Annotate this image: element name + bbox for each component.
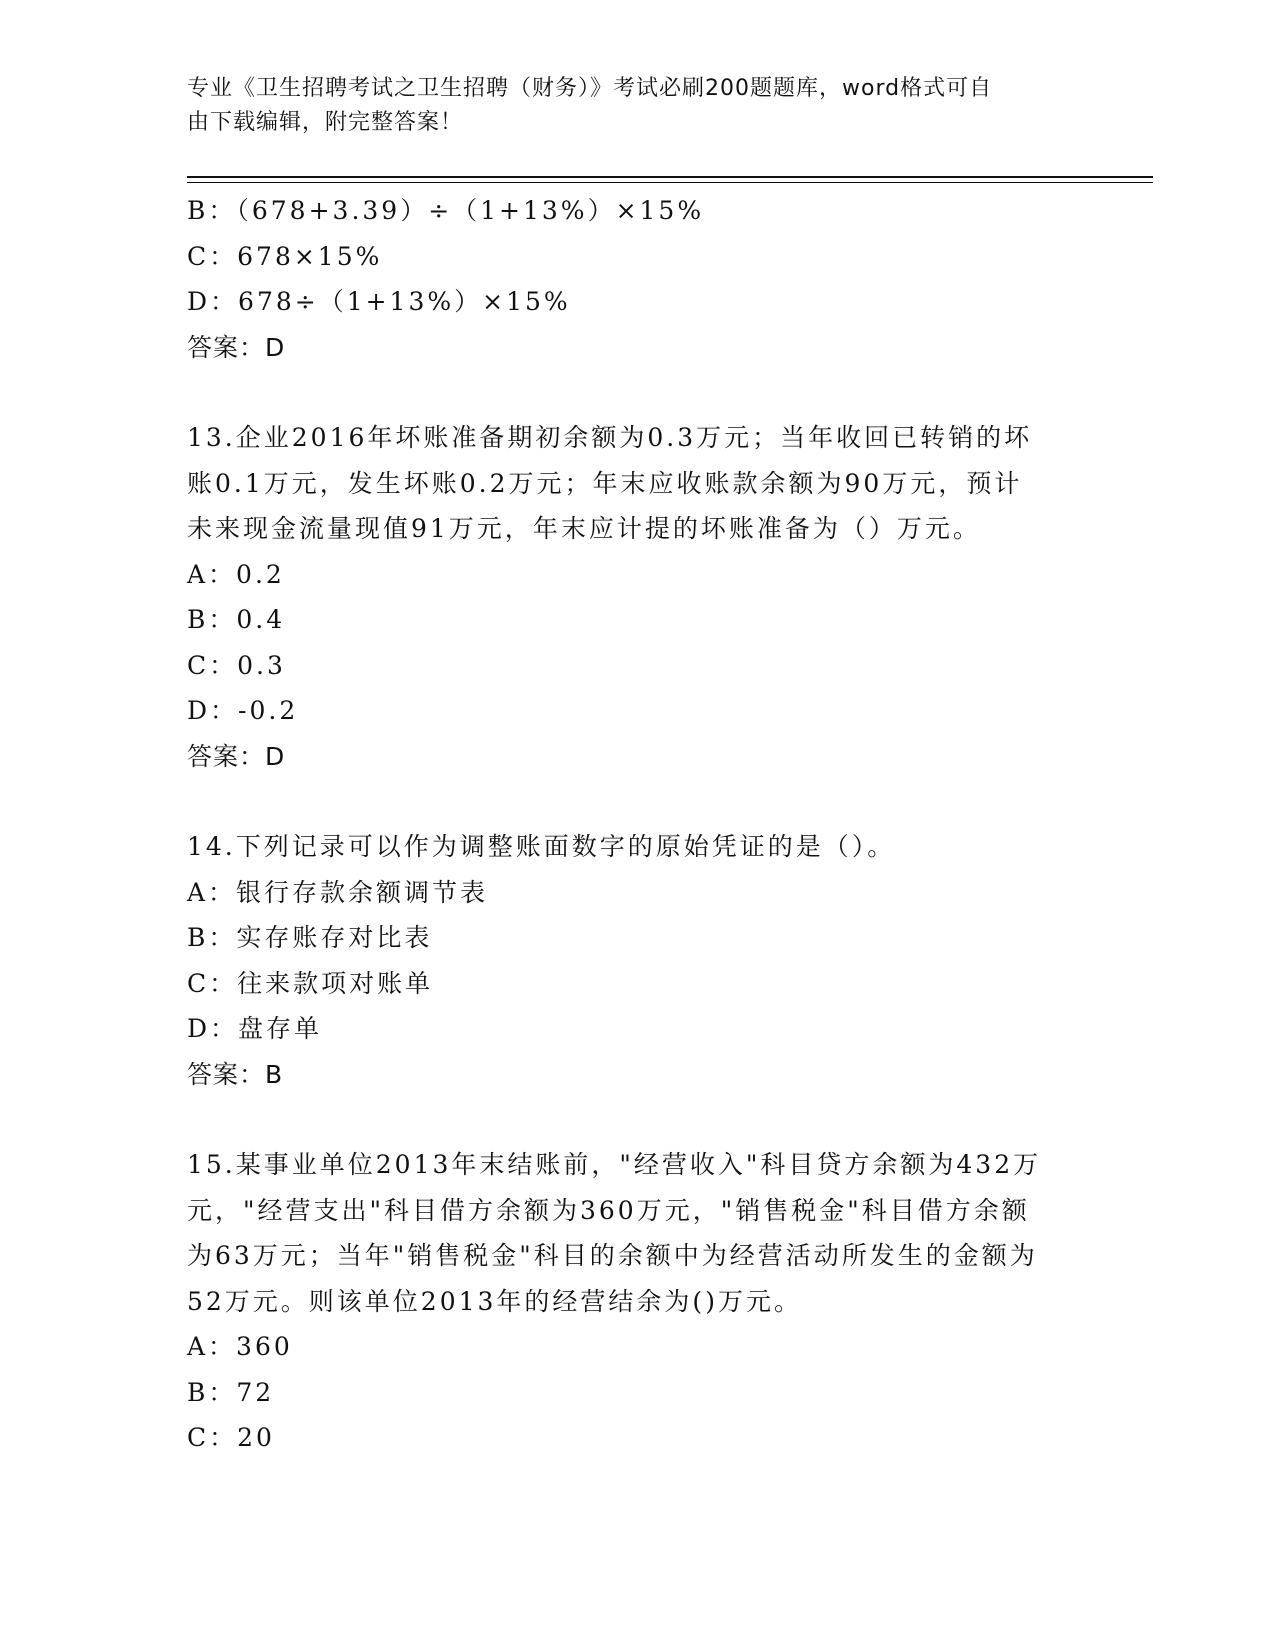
option-d: D：678÷（1+13%）×15% xyxy=(187,287,571,316)
header-rule-thick xyxy=(187,176,1153,178)
header-line-1: 专业《卫生招聘考试之卫生招聘（财务）》考试必刷200题题库，word格式可自 xyxy=(187,76,993,101)
option-d: D：盘存单 xyxy=(187,1014,323,1043)
question-text: 52万元。则该单位2013年的经营结余为()万元。 xyxy=(187,1286,802,1316)
option-c: C：0.3 xyxy=(187,650,286,680)
question-text: 元，"经营支出"科目借方余额为360万元，"销售税金"科目借方余额 xyxy=(187,1195,1030,1225)
answer: 答案：D xyxy=(187,741,286,771)
question-text: 14.下列记录可以作为调整账面数字的原始凭证的是（）。 xyxy=(187,832,896,861)
question-13 xyxy=(187,415,1087,779)
question-text: 未来现金流量现值91万元，年末应计提的坏账准备为（）万元。 xyxy=(187,514,981,543)
question-text: 为63万元；当年"销售税金"科目的余额中为经营活动所发生的金额为 xyxy=(187,1241,1038,1270)
option-a: A：0.2 xyxy=(187,559,285,589)
option-c: C：往来款项对账单 xyxy=(187,968,434,998)
option-d: D：-0.2 xyxy=(187,696,299,725)
option-b: B：72 xyxy=(187,1377,275,1407)
answer: 答案：B xyxy=(187,1059,284,1089)
option-c: C：20 xyxy=(187,1423,275,1452)
document-header xyxy=(187,72,1067,140)
question-text: 账0.1万元，发生坏账0.2万元；年末应收账款余额为90万元，预计 xyxy=(187,468,1023,498)
question-14 xyxy=(187,824,1087,1097)
answer: 答案：D xyxy=(187,332,286,362)
option-c: C：678×15% xyxy=(187,241,383,271)
question-12 xyxy=(187,188,1087,370)
header-rule-thin xyxy=(187,182,1153,183)
option-a: A：360 xyxy=(187,1332,293,1361)
question-text: 15.某事业单位2013年末结账前，"经营收入"科目贷方余额为432万 xyxy=(187,1150,1042,1179)
header-line-2: 由下载编辑，附完整答案！ xyxy=(187,110,464,135)
question-15 xyxy=(187,1142,1087,1461)
option-b: B：实存账存对比表 xyxy=(187,923,433,952)
option-b: B：0.4 xyxy=(187,605,286,634)
option-a: A：银行存款余额调节表 xyxy=(187,877,489,907)
question-content xyxy=(187,188,1087,1461)
option-b: B：（678+3.39）÷（1+13%）×15% xyxy=(187,196,705,225)
question-text: 13.企业2016年坏账准备期初余额为0.3万元；当年收回已转销的坏 xyxy=(187,423,1033,452)
